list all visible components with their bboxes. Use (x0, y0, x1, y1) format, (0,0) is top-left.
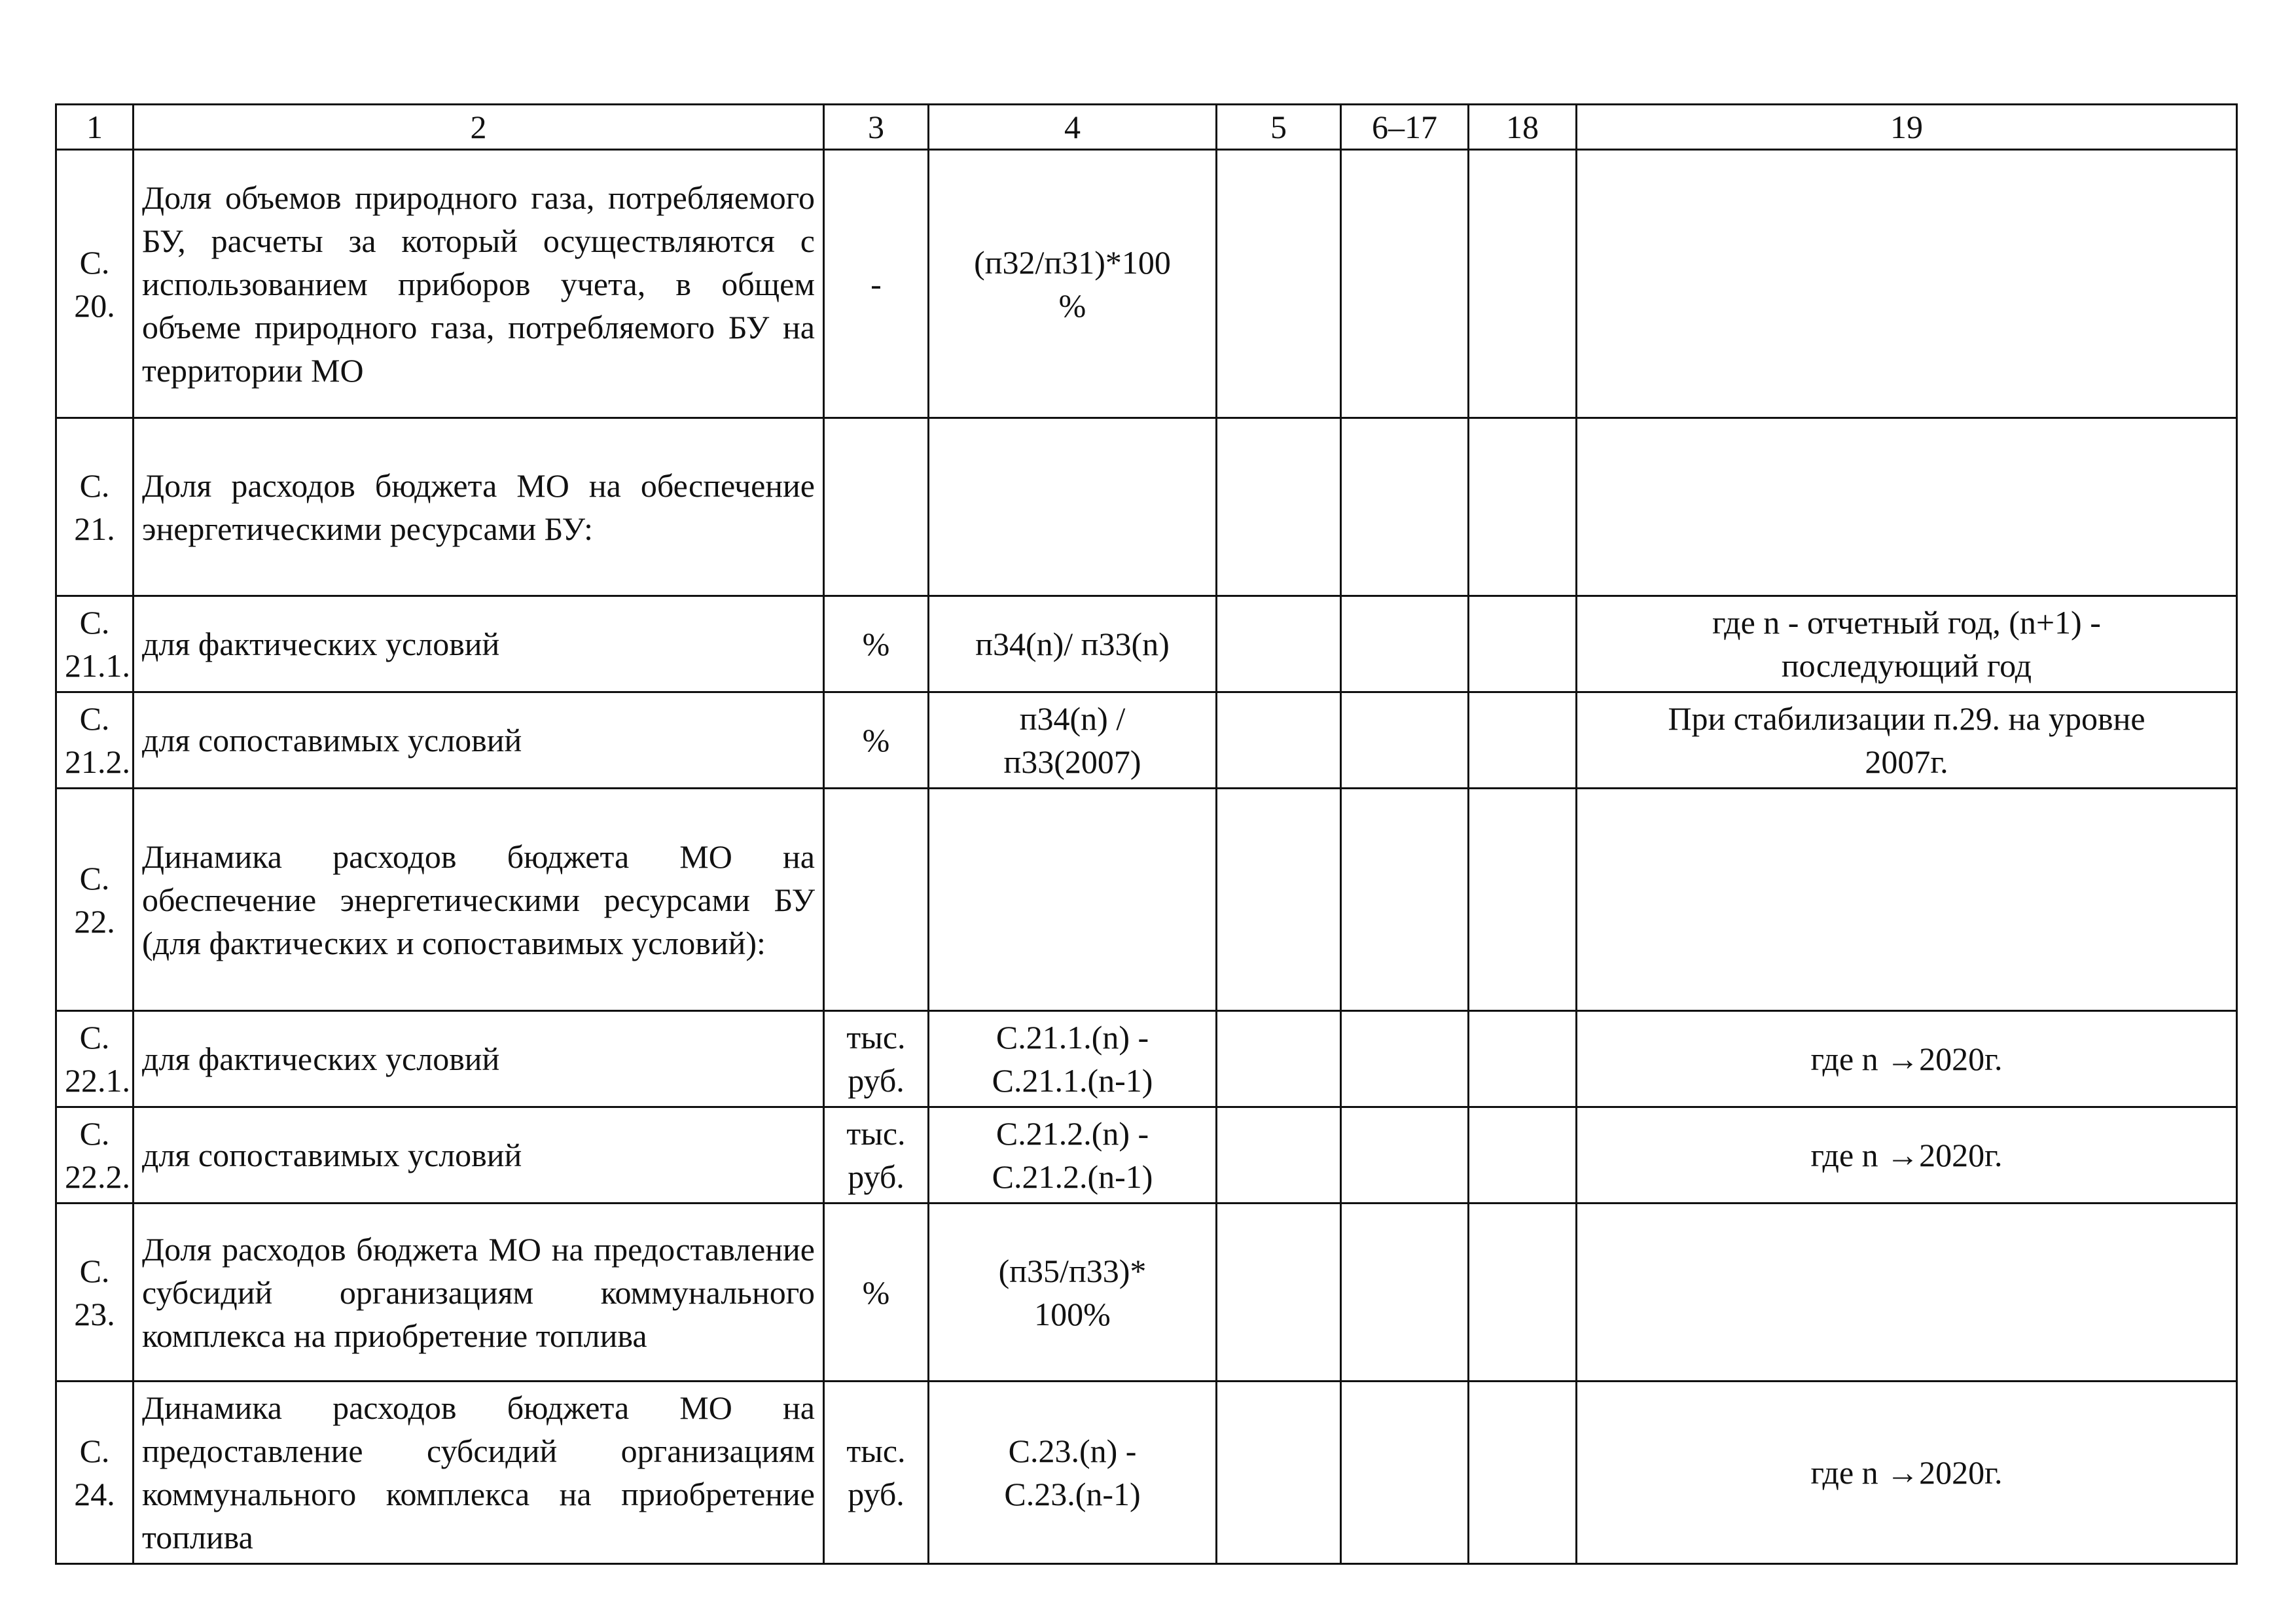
note-cell: где n →2020г. (1577, 1382, 2237, 1564)
note-cell (1577, 1204, 2237, 1382)
header-cell: 3 (824, 105, 929, 150)
header-cell: 1 (56, 105, 134, 150)
unit-cell: тыс. руб. (824, 1011, 929, 1107)
formula-cell: С.21.1.(n) - С.21.1.(n-1) (929, 1011, 1217, 1107)
row-code: С. 21.2. (56, 692, 134, 789)
note-cell: где n →2020г. (1577, 1107, 2237, 1204)
col5-cell (1217, 789, 1341, 1011)
table-row (56, 1011, 2237, 1107)
indicator-name: для фактических условий (134, 1011, 824, 1107)
unit-cell (824, 418, 929, 596)
col6-17-cell (1341, 1204, 1469, 1382)
col6-17-cell (1341, 1011, 1469, 1107)
col6-17-cell (1341, 1382, 1469, 1564)
formula-cell (929, 418, 1217, 596)
header-cell: 5 (1217, 105, 1341, 150)
row-code: С. 21.1. (56, 596, 134, 692)
col5-cell (1217, 150, 1341, 418)
col18-cell (1469, 150, 1577, 418)
unit-cell: тыс. руб. (824, 1382, 929, 1564)
col6-17-cell (1341, 596, 1469, 692)
note-cell (1577, 418, 2237, 596)
col6-17-cell (1341, 418, 1469, 596)
header-cell: 2 (134, 105, 824, 150)
header-cell: 19 (1577, 105, 2237, 150)
table-row (56, 1107, 2237, 1204)
row-code: С. 21. (56, 418, 134, 596)
row-code: С. 24. (56, 1382, 134, 1564)
indicator-name: Динамика расходов бюджета МО на предоставление субсидий организациям коммунального комплекса на приобретение топлива (134, 1382, 824, 1564)
formula-cell: п34(n) / п33(2007) (929, 692, 1217, 789)
indicator-name: Динамика расходов бюджета МО на обеспечение энергетическими ресурсами БУ (для фактических и сопоставимых условий): (134, 789, 824, 1011)
row-code: С. 22.2. (56, 1107, 134, 1204)
unit-cell: % (824, 692, 929, 789)
indicator-name: Доля расходов бюджета МО на обеспечение энергетическими ресурсами БУ: (134, 418, 824, 596)
formula-cell: п34(n)/ п33(n) (929, 596, 1217, 692)
col18-cell (1469, 1382, 1577, 1564)
note-cell: При стабилизации п.29. на уровне 2007г. (1577, 692, 2237, 789)
col18-cell (1469, 692, 1577, 789)
indicator-name: Доля расходов бюджета МО на предоставление субсидий организациям коммунального комплекса на приобретение топлива (134, 1204, 824, 1382)
unit-cell: % (824, 596, 929, 692)
col5-cell (1217, 596, 1341, 692)
table-row (56, 596, 2237, 692)
col18-cell (1469, 596, 1577, 692)
formula-cell: С.23.(n) - С.23.(n-1) (929, 1382, 1217, 1564)
formula-cell: (п35/п33)* 100% (929, 1204, 1217, 1382)
col18-cell (1469, 1204, 1577, 1382)
header-cell: 4 (929, 105, 1217, 150)
note-cell: где n →2020г. (1577, 1011, 2237, 1107)
col5-cell (1217, 1107, 1341, 1204)
note-cell: где n - отчетный год, (n+1) - последующий год (1577, 596, 2237, 692)
unit-cell: тыс. руб. (824, 1107, 929, 1204)
indicator-name: для фактических условий (134, 596, 824, 692)
note-cell (1577, 789, 2237, 1011)
col18-cell (1469, 1107, 1577, 1204)
row-code: С. 22.1. (56, 1011, 134, 1107)
indicators-table (55, 103, 2238, 1565)
col18-cell (1469, 418, 1577, 596)
header-cell: 6–17 (1341, 105, 1469, 150)
table-row (56, 1204, 2237, 1382)
indicator-name: для сопоставимых условий (134, 1107, 824, 1204)
col5-cell (1217, 1382, 1341, 1564)
col5-cell (1217, 1011, 1341, 1107)
row-code: С. 22. (56, 789, 134, 1011)
table-row (56, 789, 2237, 1011)
unit-cell: - (824, 150, 929, 418)
col6-17-cell (1341, 150, 1469, 418)
formula-cell: С.21.2.(n) - С.21.2.(n-1) (929, 1107, 1217, 1204)
row-code: С. 23. (56, 1204, 134, 1382)
header-row (56, 105, 2237, 150)
table-row (56, 1382, 2237, 1564)
col18-cell (1469, 1011, 1577, 1107)
table-row (56, 418, 2237, 596)
unit-cell (824, 789, 929, 1011)
col5-cell (1217, 1204, 1341, 1382)
col5-cell (1217, 692, 1341, 789)
formula-cell: (п32/п31)*100 % (929, 150, 1217, 418)
header-cell: 18 (1469, 105, 1577, 150)
indicator-name: Доля объемов природного газа, потребляемого БУ, расчеты за который осуществляются с использованием приборов учета, в общем объеме природного газа, потребляемого БУ на территории МО (134, 150, 824, 418)
indicator-name: для сопоставимых условий (134, 692, 824, 789)
row-code: С. 20. (56, 150, 134, 418)
unit-cell: % (824, 1204, 929, 1382)
table-row (56, 692, 2237, 789)
col6-17-cell (1341, 692, 1469, 789)
col5-cell (1217, 418, 1341, 596)
col6-17-cell (1341, 789, 1469, 1011)
col18-cell (1469, 789, 1577, 1011)
col6-17-cell (1341, 1107, 1469, 1204)
formula-cell (929, 789, 1217, 1011)
note-cell (1577, 150, 2237, 418)
table-row (56, 150, 2237, 418)
